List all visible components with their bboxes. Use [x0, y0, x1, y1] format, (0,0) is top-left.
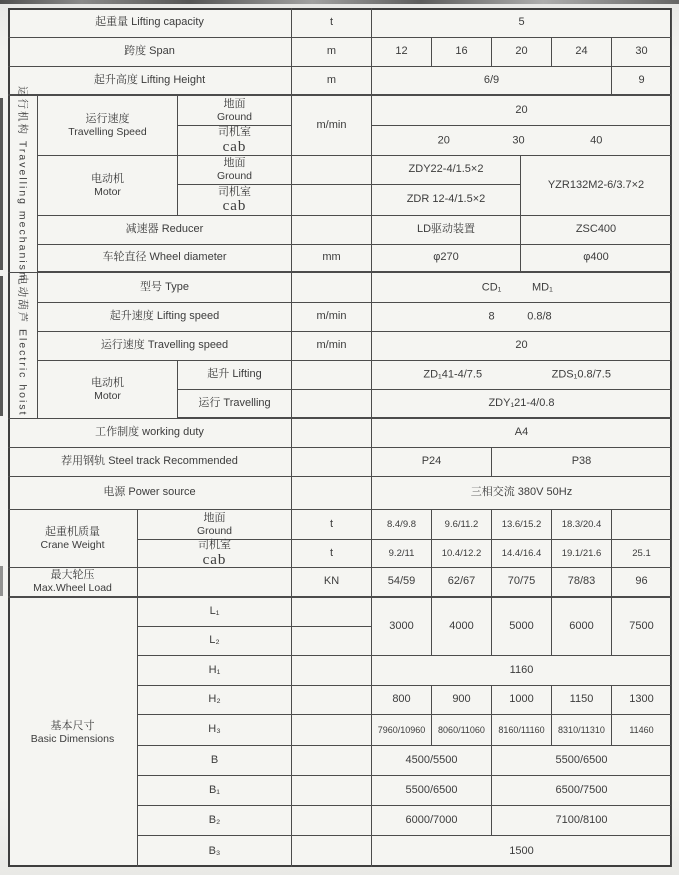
span-label: 跨度 Span — [8, 38, 292, 67]
lifting-height-last: 9 — [612, 67, 672, 96]
travel-motor-ground-value: ZDY22-4/1.5×2 — [372, 156, 521, 185]
hoist-travel-speed-label: 运行速度 Travelling speed — [38, 332, 292, 361]
empty-cell — [292, 806, 372, 836]
lifting-height-unit: m — [292, 67, 372, 96]
dim-H2-value: 1150 — [552, 686, 612, 715]
dim-H2-value: 1000 — [492, 686, 552, 715]
scan-artifact-left-3 — [0, 566, 3, 596]
span-value: 16 — [432, 38, 492, 67]
crane-weight-cab-unit: t — [292, 540, 372, 568]
working-duty-label: 工作制度 working duty — [8, 419, 292, 448]
empty-cell — [292, 746, 372, 776]
dim-H3-value: 8060/11060 — [432, 715, 492, 746]
dim-row-label: B₂ — [138, 806, 292, 836]
empty-cell — [138, 568, 292, 598]
travel-motor-right-value: YZR132M2-6/3.7×2 — [521, 156, 672, 216]
hoist-type-label: 型号 Type — [38, 273, 292, 303]
hoist-lifting-speed-unit: m/min — [292, 303, 372, 332]
travel-speed-cab-values: 20 30 40 — [372, 126, 672, 156]
steel-track-left: P24 — [372, 448, 492, 477]
dim-H1-value: 1160 — [372, 656, 672, 686]
hoist-travel-speed-value: 20 — [372, 332, 672, 361]
empty-cell — [292, 715, 372, 746]
span-value: 30 — [612, 38, 672, 67]
empty-cell — [292, 836, 372, 867]
dim-B3-value: 1500 — [372, 836, 672, 867]
dim-row-label: B₁ — [138, 776, 292, 806]
dim-B1-right: 6500/7500 — [492, 776, 672, 806]
wheel-diameter-unit: mm — [292, 245, 372, 273]
dim-L-value: 5000 — [492, 598, 552, 656]
crane-weight-ground-sublabel: 地面 Ground — [138, 510, 292, 540]
span-unit: m — [292, 38, 372, 67]
empty-cell — [292, 776, 372, 806]
crane-weight-ground-value: 13.6/15.2 — [492, 510, 552, 540]
hoist-travel-speed-unit: m/min — [292, 332, 372, 361]
max-wheel-load-value: 62/67 — [432, 568, 492, 598]
travel-motor-cab-sublabel: 司机室 cab — [178, 185, 292, 216]
hoist-motor-label: 电动机 Motor — [38, 361, 178, 419]
steel-track-right: P38 — [492, 448, 672, 477]
empty-cell — [292, 477, 372, 510]
empty-cell — [292, 598, 372, 627]
steel-track-label: 荐用钢轨 Steel track Recommended — [8, 448, 292, 477]
crane-weight-cab-value: 19.1/21.6 — [552, 540, 612, 568]
dim-row-label: H₃ — [138, 715, 292, 746]
wheel-diameter-left: φ270 — [372, 245, 521, 273]
travel-speed-label: 运行速度 Travelling Speed — [38, 96, 178, 156]
hoist-lifting-speed-label: 起升速度 Lifting speed — [38, 303, 292, 332]
working-duty-value: A4 — [372, 419, 672, 448]
dim-H3-value: 11460 — [612, 715, 672, 746]
dim-H2-value: 900 — [432, 686, 492, 715]
empty-cell — [292, 216, 372, 245]
capacity-label: 起重量 Lifting capacity — [8, 8, 292, 38]
crane-weight-ground-value: 9.6/11.2 — [432, 510, 492, 540]
hoist-motor-lifting-values: ZD₁41-4/7.5 ZDS₁0.8/7.5 — [372, 361, 672, 390]
travel-speed-unit: m/min — [292, 96, 372, 156]
empty-cell — [292, 656, 372, 686]
hoist-motor-travelling-sublabel: 运行 Travelling — [178, 390, 292, 419]
power-source-label: 电源 Power source — [8, 477, 292, 510]
crane-weight-label: 起重机质量 Crane Weight — [8, 510, 138, 568]
dim-B-left: 4500/5500 — [372, 746, 492, 776]
max-wheel-load-unit: KN — [292, 568, 372, 598]
dim-B2-left: 6000/7000 — [372, 806, 492, 836]
crane-weight-cab-value: 14.4/16.4 — [492, 540, 552, 568]
reducer-right-value: ZSC400 — [521, 216, 672, 245]
empty-cell — [292, 185, 372, 216]
dim-L-value: 3000 — [372, 598, 432, 656]
empty-cell — [292, 390, 372, 419]
dim-B-right: 5500/6500 — [492, 746, 672, 776]
scan-artifact-left-1 — [0, 98, 3, 270]
travel-motor-label: 电动机 Motor — [38, 156, 178, 216]
span-value: 12 — [372, 38, 432, 67]
max-wheel-load-value: 96 — [612, 568, 672, 598]
max-wheel-load-value: 78/83 — [552, 568, 612, 598]
max-wheel-load-label: 最大轮压 Max.Wheel Load — [8, 568, 138, 598]
section-electric-hoist: 电动葫芦 Electric hoist — [8, 273, 38, 419]
travel-speed-cab-sublabel: 司机室 cab — [178, 126, 292, 156]
dim-row-label: B₃ — [138, 836, 292, 867]
dim-B1-left: 5500/6500 — [372, 776, 492, 806]
dim-H3-value: 8160/11160 — [492, 715, 552, 746]
empty-cell — [292, 156, 372, 185]
travel-speed-ground-value: 20 — [372, 96, 672, 126]
travel-motor-ground-sublabel: 地面 Ground — [178, 156, 292, 185]
lifting-height-main: 6/9 — [372, 67, 612, 96]
empty-cell — [292, 419, 372, 448]
dim-row-label: B — [138, 746, 292, 776]
reducer-left-value: LD驱动装置 — [372, 216, 521, 245]
dim-row-label: L₂ — [138, 627, 292, 656]
crane-weight-cab-value: 25.1 — [612, 540, 672, 568]
crane-weight-ground-value — [612, 510, 672, 540]
capacity-unit: t — [292, 8, 372, 38]
empty-cell — [292, 448, 372, 477]
empty-cell — [292, 627, 372, 656]
crane-weight-cab-sublabel: 司机室 cab — [138, 540, 292, 568]
dim-H2-value: 800 — [372, 686, 432, 715]
hoist-motor-lifting-sublabel: 起升 Lifting — [178, 361, 292, 390]
dim-B2-right: 7100/8100 — [492, 806, 672, 836]
max-wheel-load-value: 54/59 — [372, 568, 432, 598]
dim-row-label: L₁ — [138, 598, 292, 627]
reducer-label: 减速器 Reducer — [38, 216, 292, 245]
crane-weight-ground-unit: t — [292, 510, 372, 540]
hoist-type-values: CD₁ MD₁ — [372, 273, 672, 303]
crane-weight-cab-value: 9.2/11 — [372, 540, 432, 568]
dim-L-value: 6000 — [552, 598, 612, 656]
scan-artifact-left-2 — [0, 276, 3, 416]
span-value: 20 — [492, 38, 552, 67]
dim-row-label: H₁ — [138, 656, 292, 686]
power-source-value: 三相交流 380V 50Hz — [372, 477, 672, 510]
empty-cell — [292, 273, 372, 303]
basic-dimensions-label: 基本尺寸 Basic Dimensions — [8, 598, 138, 867]
dim-H2-value: 1300 — [612, 686, 672, 715]
wheel-diameter-right: φ400 — [521, 245, 672, 273]
crane-weight-cab-value: 10.4/12.2 — [432, 540, 492, 568]
dim-L-value: 4000 — [432, 598, 492, 656]
dim-H3-value: 8310/11310 — [552, 715, 612, 746]
crane-weight-ground-value: 18.3/20.4 — [552, 510, 612, 540]
dim-row-label: H₂ — [138, 686, 292, 715]
span-value: 24 — [552, 38, 612, 67]
dim-H3-value: 7960/10960 — [372, 715, 432, 746]
hoist-motor-travelling-value: ZDY₁21-4/0.8 — [372, 390, 672, 419]
travel-motor-cab-value: ZDR 12-4/1.5×2 — [372, 185, 521, 216]
empty-cell — [292, 361, 372, 390]
lifting-height-label: 起升高度 Lifting Height — [8, 67, 292, 96]
max-wheel-load-value: 70/75 — [492, 568, 552, 598]
empty-cell — [292, 686, 372, 715]
travel-speed-ground-sublabel: 地面 Ground — [178, 96, 292, 126]
section-travelling-mechanism: 运行机构 Travelling mechanism — [8, 96, 38, 273]
dim-L-value: 7500 — [612, 598, 672, 656]
crane-weight-ground-value: 8.4/9.8 — [372, 510, 432, 540]
scan-artifact-top — [0, 0, 679, 4]
hoist-lifting-speed-values: 8 0.8/8 — [372, 303, 672, 332]
wheel-diameter-label: 车轮直径 Wheel diameter — [38, 245, 292, 273]
capacity-value: 5 — [372, 8, 672, 38]
